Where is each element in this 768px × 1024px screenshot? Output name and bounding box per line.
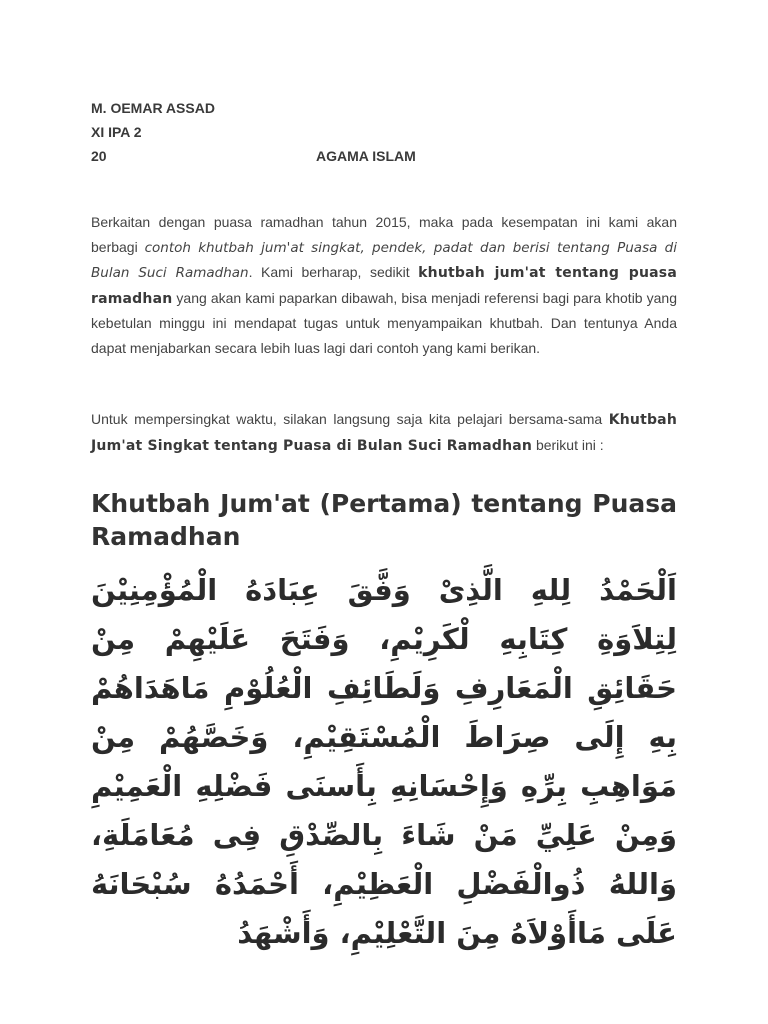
intro-p1-italic: contoh khutbah jum'at singkat, pendek, padat dan berisi tentang Puasa di Bulan Suci Ramadhan: [91, 239, 677, 281]
intro-paragraph-2: [91, 407, 677, 458]
student-class: XI IPA 2: [91, 124, 142, 140]
student-name: M. OEMAR ASSAD: [91, 100, 215, 116]
intro-p2-bold: Khutbah Jum'at Singkat tentang Puasa di Bulan Suci Ramadhan: [91, 412, 677, 454]
intro-paragraph-1: [91, 210, 677, 360]
subject-title: AGAMA ISLAM: [316, 148, 416, 164]
intro-p2-text-a: Untuk mempersingkat waktu, silakan langsung saja kita pelajari bersama-sama: [91, 411, 609, 427]
khutbah-heading: Khutbah Jum'at (Pertama) tentang Puasa Ramadhan: [91, 489, 677, 551]
intro-p1-text-a: Berkaitan dengan puasa ramadhan tahun 2015, maka pada kesempatan ini kami akan berbagi: [91, 214, 677, 255]
intro-p1-text-c: yang akan kami paparkan dibawah, bisa menjadi referensi bagi para khotib yang kebetulan minggu ini mendapat tugas untuk menyampaikan khutbah. Dan tentunya Anda dapat menjabarkan secara lebih luas lagi dari contoh yang kami berikan.: [91, 289, 677, 356]
intro-p2-text-b: berikut ini :: [532, 436, 604, 453]
intro-p1-bold: khutbah jum'at tentang puasa ramadhan: [91, 265, 677, 307]
intro-p1-text-b: . Kami berharap, sedikit: [248, 264, 419, 280]
arabic-text: اَلْحَمْدُ لِلهِ الَّذِىْ وَفَّقَ عِبَادَهُ الْمُؤْمِنِيْنَ لِتِلاَوَةِ كِتَابِهِ لْكَرِيْمِ، وَفَتَحَ عَلَيْهِمْ مِنْ حَقَائِقِ الْمَعَارِفِ وَلَطَائِفِ الْعُلُوْمِ مَاهَدَاهُمْ بِهِ إِلَى صِرَاطَ الْمُسْتَقِيْمِ، وَخَصَّهُمْ مِنْ مَوَاهِبِ بِرِّهِ وَإِحْسَانِهِ بِأَسنَى فَضْلِهِ الْعَمِيْمِ وَمِنْ عَلِيِّ مَنْ شَاءَ بِالصِّدْقِ فِى مُعَامَلَةِ، وَاللهُ ذُوالْفَضْلِ الْعَظِيْمِ، أَحْمَدُهُ سُبْحَانَهُ عَلَى مَاأَوْلاَهُ مِنَ التَّعْلِيْمِ، وَأَشْهَدُ: [91, 573, 677, 950]
student-number: 20: [91, 148, 107, 164]
